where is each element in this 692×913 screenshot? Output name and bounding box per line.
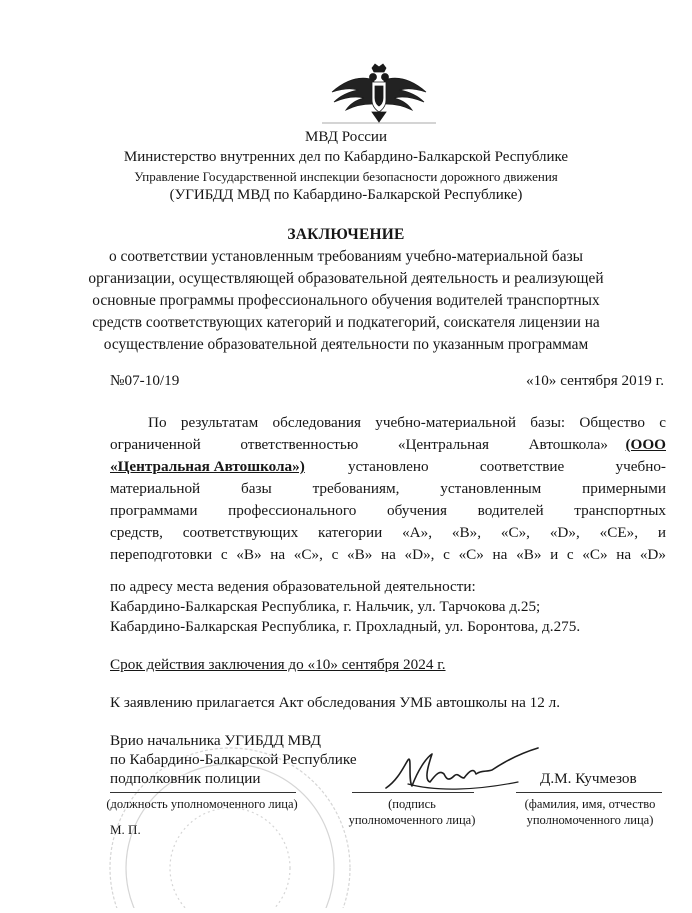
document-number: №07-10/19	[110, 372, 180, 389]
body-line: программами профессионального обучения водителей транспортных	[110, 502, 666, 519]
body-emphasis: (ООО	[625, 436, 666, 453]
caption-signature: уполномоченного лица)	[348, 813, 476, 827]
body-text: ограниченной ответственностью «Центральная Автошкола»	[110, 436, 608, 453]
position-line	[110, 792, 296, 793]
ministry-full: Министерство внутренних дел по Кабардино-Балкарской Республике	[123, 149, 569, 165]
body-emphasis: «Центральная Автошкола»)	[110, 458, 305, 475]
body-line: По результатам обследования учебно-материальной базы: Общество с	[148, 414, 666, 431]
signatory-position: Врио начальника УГИБДД МВД	[110, 732, 322, 749]
emblem-icon	[322, 62, 436, 124]
caption-name: уполномоченного лица)	[526, 813, 654, 827]
signature-line	[352, 792, 474, 793]
caption-position: (должность уполномоченного лица)	[106, 797, 298, 811]
subtitle-line: организации, осуществляющей образовательной деятельность и реализующей	[88, 270, 604, 287]
subtitle-line: осуществление образовательной деятельности по указанным программам	[103, 336, 589, 353]
attachment-note: К заявлению прилагается Акт обследования УМБ автошколы на 12 л.	[110, 694, 561, 711]
caption-signature: (подпись	[388, 797, 436, 811]
ministry-short: МВД России	[305, 129, 387, 145]
document-title: ЗАКЛЮЧЕНИЕ	[287, 226, 405, 243]
address-line: Кабардино-Балкарская Республика, г. Нальчик, ул. Тарчокова д.25;	[110, 598, 541, 615]
department-name: Управление Государственной инспекции безопасности дорожного движения	[134, 169, 558, 184]
signatory-position: по Кабардино-Балкарской Республике	[110, 751, 357, 768]
body-line	[110, 458, 666, 476]
address-line: Кабардино-Балкарская Республика, г. Прохладный, ул. Боронтова, д.275.	[110, 618, 581, 635]
name-line	[516, 792, 662, 793]
body-line: средств, соответствующих категории «А», «В», «С», «D», «CE», и	[110, 524, 666, 541]
subtitle-line: средств соответствующих категорий и подкатегорий, соискателя лицензии на	[92, 314, 600, 331]
body-text: установлено соответствие учебно-	[348, 458, 666, 475]
subtitle-line: основные программы профессионального обучения водителей транспортных	[92, 292, 600, 309]
signatory-rank: подполковник полиции	[110, 770, 261, 787]
subtitle-line: о соответствии установленным требованиям учебно-материальной базы	[108, 248, 583, 265]
signatory-name: Д.М. Кучмезов	[540, 770, 637, 787]
caption-name: (фамилия, имя, отчество	[524, 797, 656, 811]
address-intro: по адресу места ведения образовательной деятельности:	[110, 578, 476, 595]
body-line	[110, 436, 666, 454]
validity-statement: Срок действия заключения до «10» сентября 2024 г.	[110, 656, 446, 673]
department-short: (УГИБДД МВД по Кабардино-Балкарской Республике)	[169, 187, 523, 203]
seal-label: М. П.	[110, 822, 141, 837]
body-line: переподготовки с «В» на «С», с «В» на «D», с «С» на «В» и с «С» на «D»	[110, 546, 666, 563]
document-date: «10» сентября 2019 г.	[526, 372, 664, 389]
body-line: материальной базы требованиям, установленным примерными	[110, 480, 666, 497]
